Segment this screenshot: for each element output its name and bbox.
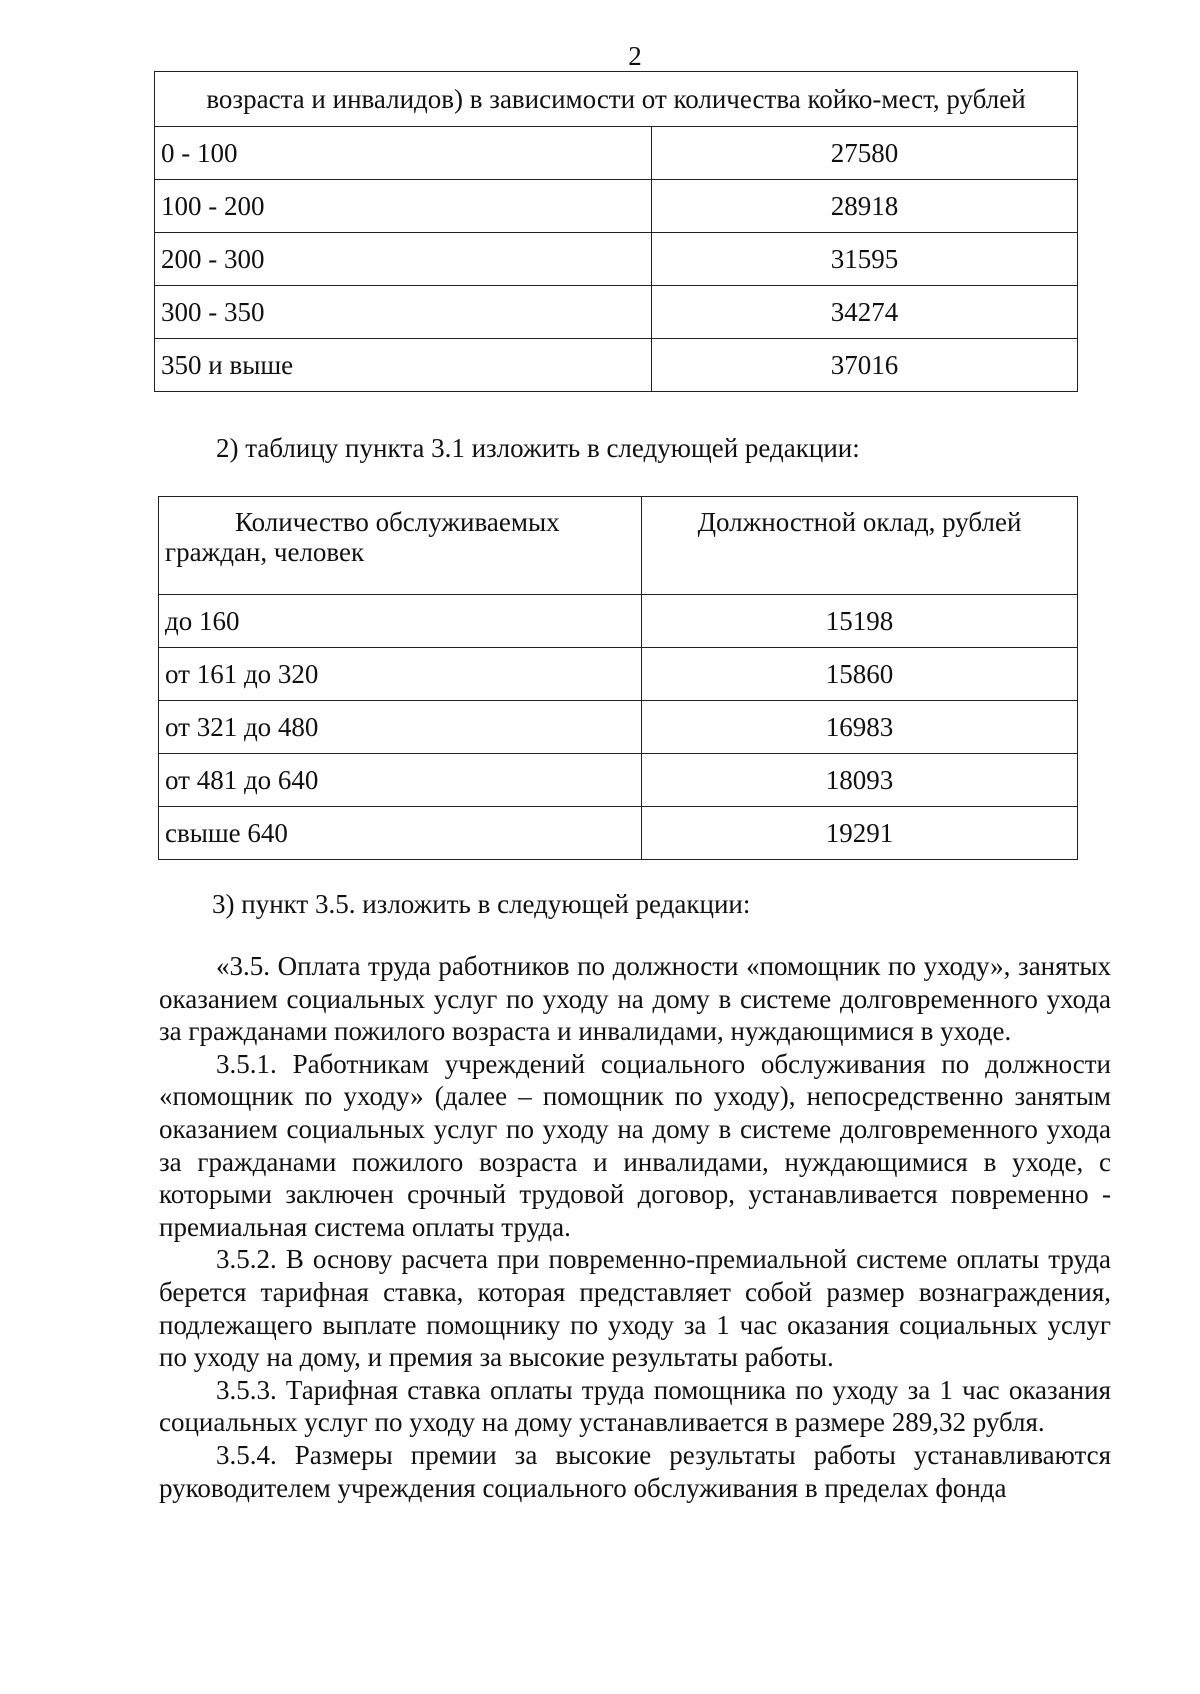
body-text <box>159 950 1111 1504</box>
table1-value: 27580 <box>652 127 1078 180</box>
table1-range: 100 - 200 <box>155 180 652 233</box>
table-row <box>155 339 1078 392</box>
page-number: 2 <box>628 41 642 71</box>
item-2-text: 2) таблицу пункта 3.1 изложить в следующей редакции: <box>216 433 860 463</box>
item-3-text: 3) пункт 3.5. изложить в следующей редакции: <box>212 889 751 919</box>
table2-value: 15860 <box>642 648 1078 701</box>
table2-header-col2: Должностной оклад, рублей <box>642 497 1078 595</box>
table1-value: 37016 <box>652 339 1078 392</box>
table2-header-col1-line2: граждан, человек <box>165 537 365 567</box>
table-row <box>155 127 1078 180</box>
table2-range: до 160 <box>159 595 642 648</box>
table2-value: 16983 <box>642 701 1078 754</box>
table2-range: свыше 640 <box>159 807 642 860</box>
table-row <box>159 807 1078 860</box>
paragraph-3-5-4: 3.5.4. Размеры премии за высокие результаты работы устанавливаются руководителем учреждения социального обслуживания в пределах фонда <box>159 1439 1111 1503</box>
table2-range: от 161 до 320 <box>159 648 642 701</box>
table1-range: 300 - 350 <box>155 286 652 339</box>
table-row <box>159 595 1078 648</box>
table-row <box>159 701 1078 754</box>
paragraph-3-5-3: 3.5.3. Тарифная ставка оплаты труда помощника по уходу за 1 час оказания социальных услуг по уходу на дому устанавливается в размере 289,32 рубля. <box>159 1374 1111 1438</box>
table1-value: 31595 <box>652 233 1078 286</box>
table2-value: 18093 <box>642 754 1078 807</box>
table2-header-col1-line1: Количество обслуживаемых <box>235 507 560 537</box>
table-row <box>155 286 1078 339</box>
table-row <box>159 754 1078 807</box>
table1-header: возраста и инвалидов) в зависимости от количества койко-мест, рублей <box>155 72 1078 127</box>
table2-range: от 481 до 640 <box>159 754 642 807</box>
table1-range: 350 и выше <box>155 339 652 392</box>
table-bed-capacity-salary <box>154 71 1078 392</box>
table1-range: 0 - 100 <box>155 127 652 180</box>
table-row <box>155 233 1078 286</box>
table2-value: 15198 <box>642 595 1078 648</box>
paragraph-3-5-2: 3.5.2. В основу расчета при повременно-премиальной системе оплаты труда берется тарифная ставка, которая представляет собой размер вознаграждения, подлежащего выплате помощнику по уходу за 1 час оказания социальных услуг по уходу на дому, и премия за высокие результаты работы. <box>159 1244 1111 1373</box>
table-row <box>155 180 1078 233</box>
paragraph-3-5-1: 3.5.1. Работникам учреждений социального обслуживания по должности «помощник по уходу» (далее – помощник по уходу), непосредственно занятым оказанием социальных услуг по уходу на дому в системе долговременного ухода за гражданами пожилого возраста и инвалидами, нуждающимися в уходе, с которыми заключен срочный трудовой договор, устанавливается повременно - премиальная система оплаты труда. <box>159 1048 1111 1242</box>
table2-range: от 321 до 480 <box>159 701 642 754</box>
paragraph-3-5: «3.5. Оплата труда работников по должности «помощник по уходу», занятых оказанием социальных услуг по уходу на дому в системе долговременного ухода за гражданами пожилого возраста и инвалидами, нуждающимися в уходе. <box>159 951 1111 1047</box>
table2-header-col1 <box>159 497 642 595</box>
table2-value: 19291 <box>642 807 1078 860</box>
table-citizens-salary <box>158 496 1078 860</box>
table1-value: 34274 <box>652 286 1078 339</box>
table1-range: 200 - 300 <box>155 233 652 286</box>
table1-value: 28918 <box>652 180 1078 233</box>
table-row <box>159 648 1078 701</box>
